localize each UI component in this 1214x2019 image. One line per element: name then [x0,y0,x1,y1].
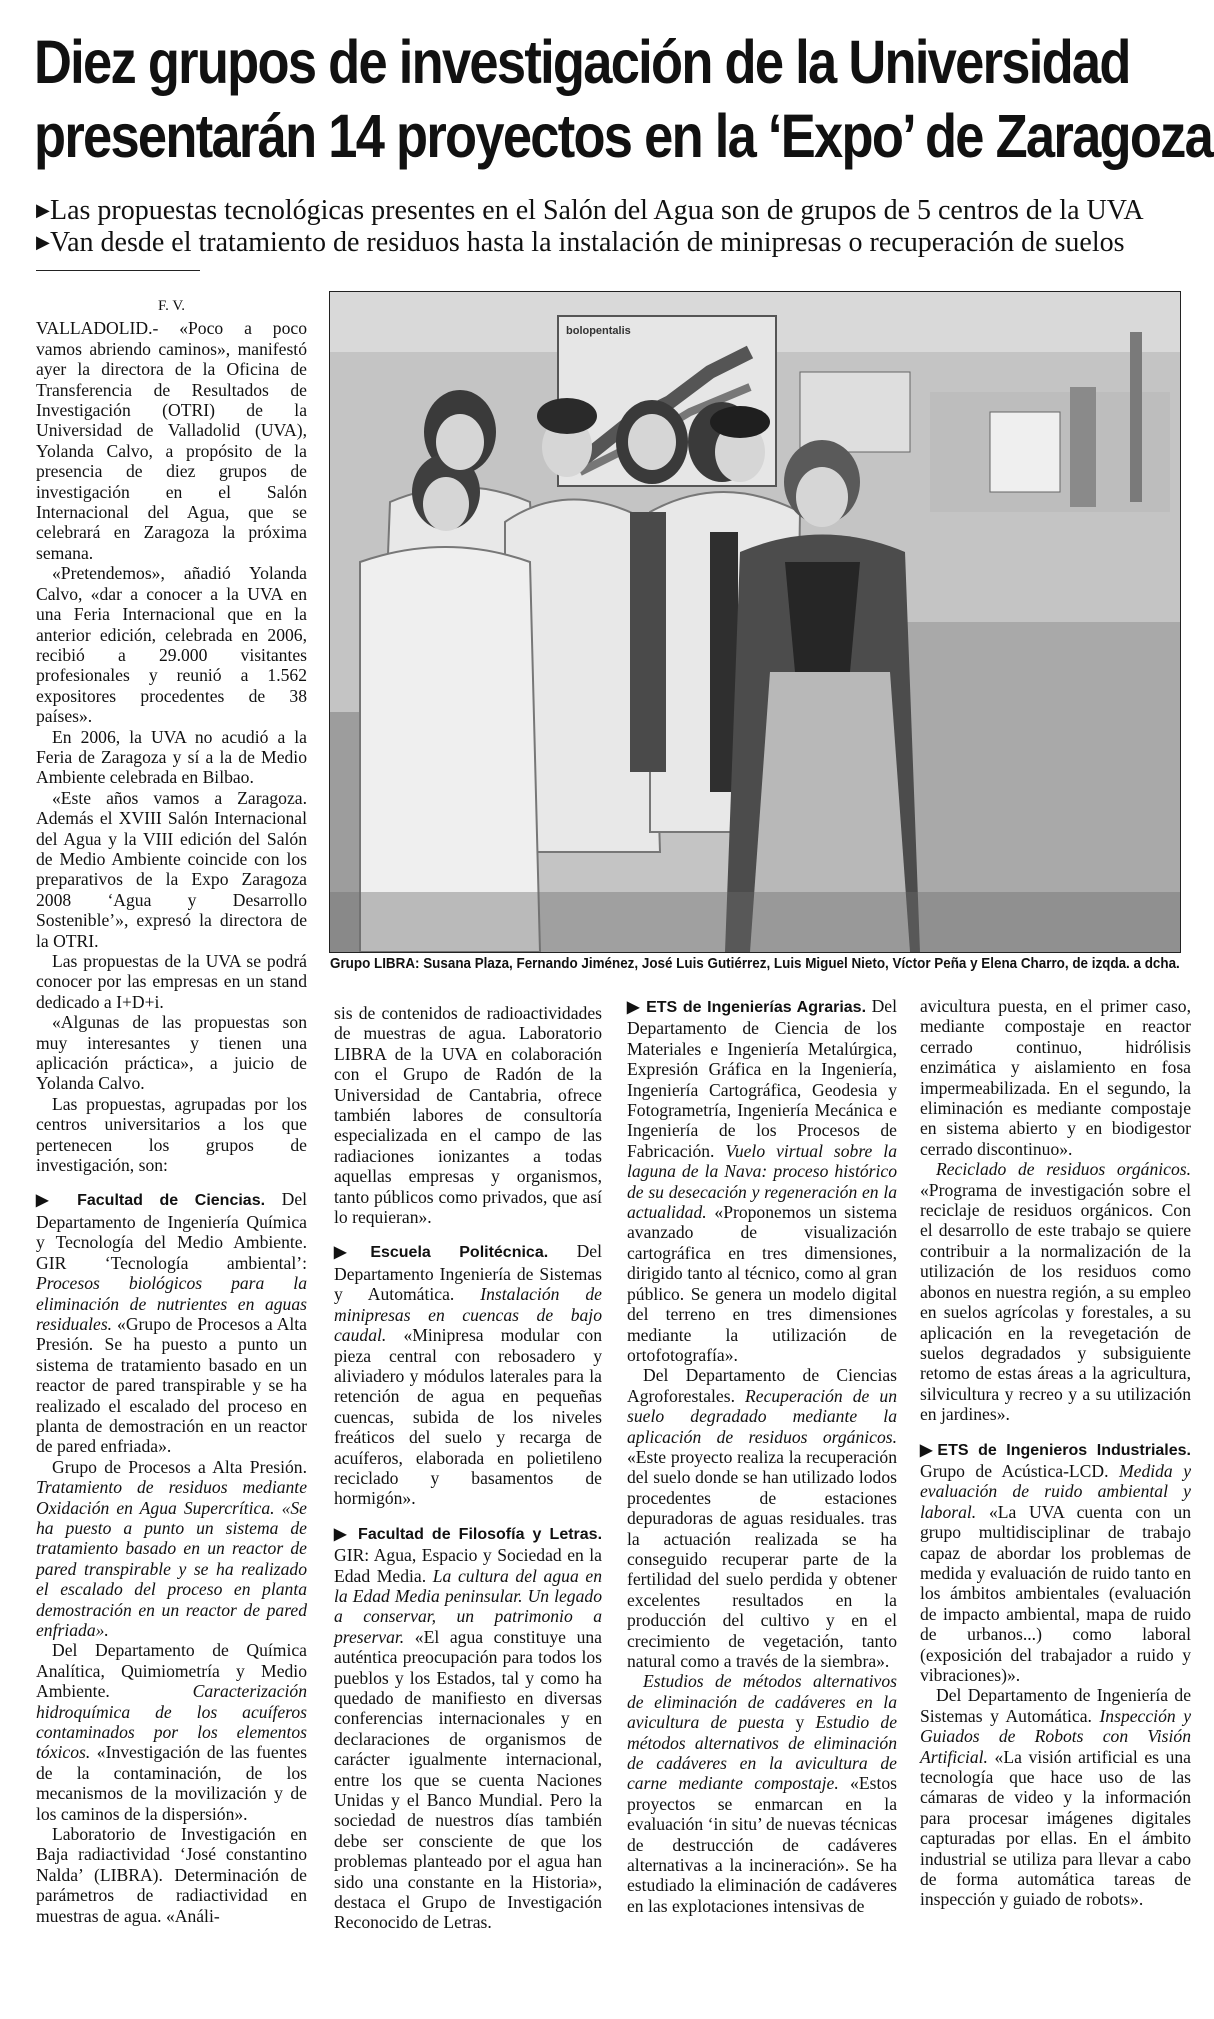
paragraph: Las propuestas de la UVA se podrá conocer por las empresas en un stand dedicado a I+D+i. [36,951,307,1012]
article-column-2 [334,1003,602,1933]
paragraph-text: «Este proyecto realiza la recuperación del suelo donde se han utilizado lodos procedentes de estaciones depuradoras de aguas residuales. tras la actuación realizada se ha conseguido recuperar parte de la fertilidad del suelo perdida y obtener excelentes resultados en la producción del cultivo y en el crecimiento de vegetación, tanto natural como a través de la siembra». [627,1446,897,1671]
paragraph-text: Del Departamento Ingeniería de Sistemas y Automática. [334,1241,602,1305]
project-title: Recuperación de un suelo degradado mediante la aplicación de residuos orgánicos. [627,1385,897,1447]
paragraph-text: Del Departamento de Ingeniería Química y Tecnología del Medio Ambiente. GIR ‘Tecnología ambiental’: [36,1189,308,1273]
section-heading-filosofia [334,1526,602,1543]
paragraph-text: «Programa de investigación sobre el reciclaje de residuos orgánicos. Con el desarrollo de este trabajo se quiere contribuir a la normalización de la utilización de los residuos como abonos en nuestra región, a su empleo en suelos agrícolas y forestales, a su aplicación en la revegetación de suelos degradados y subsiguiente retomo de estas áreas a la agricultura, silvicultura y recreo y a su utilización en jardines». [920,1179,1191,1425]
paragraph [36,1189,307,1456]
triangle-bullet-icon: ▶ [36,232,50,252]
poster-label: bolopentalis [566,325,631,337]
triangle-bullet-icon: ▶ [334,1244,371,1262]
paragraph: «Este años vamos a Zaragoza. Además el XVIII Salón Internacional del Agua y la VIII edición del Salón de Medio Ambiente coincide con los preparativos de la Expo Zaragoza 2008 ‘Agua y Desarrollo Sostenible’», expresó la directora de la OTRI. [36,787,307,951]
triangle-bullet-icon: ▶ [36,1192,78,1210]
photo-caption: Grupo LIBRA: Susana Plaza, Fernando Jiménez, José Luis Gutiérrez, Luis Miguel Nieto, Víctor Peña y Elena Charro, de izqda. a dcha. [330,956,1180,972]
byline-rule [36,270,200,271]
paragraph: VALLADOLID.- «Poco a poco vamos abriendo caminos», manifestó ayer la directora de la Oficina de Transferencia de Resultados de Investigación (OTRI) de la Universidad de Valladolid (UVA), Yolanda Calvo, a propósito de la presencia de diez grupos de investigación en el Salón Internacional del Agua, que se celebrará en Zaragoza la próxima semana. [36,318,307,563]
section-heading-agrarias [627,999,866,1016]
paragraph-text: «Minipresa modular con pieza central con rebosadero y aliviadero y módulos laterales para la retención de agua en pequeñas cuencas, subida de los niveles freáticos del suelo y recarga de acuíferos, elaborada en polietileno reciclado y basamentos de hormigón». [334,1325,602,1509]
project-title: Estudio de métodos alternativos de eliminación de cadáveres en la avicultura de carne mediante compostaje. [627,1712,897,1794]
paragraph: avicultura puesta, en el primer caso, mediante compostaje en reactor cerrado continuo, hidrólisis enzimática y aislamiento en fosa impermeabilizada. En el segundo, la eliminación es mediante compostaje en sistema abierto y en biodigestor cerrado discontinuo». [920,996,1191,1159]
project-title: Reciclado de residuos orgánicos. [936,1159,1191,1180]
paragraph [920,1439,1191,1686]
paragraph [334,1241,602,1508]
group-photo [329,291,1181,953]
paragraph [36,1457,307,1641]
article-column-4 [920,996,1191,1910]
group-photo-illustration [330,292,1180,952]
paragraph: Laboratorio de Investigación en Baja radiactividad ‘José constantino Nalda’ (LIBRA). Determinación de parámetros de radiactividad en muestras de agua. «Análi- [36,1824,307,1926]
paragraph-text: «La visión artificial es una tecnología que hace uso de las cámaras de video y la información para procesar imágenes digitales capturadas por ellas. En el ámbito industrial se utiliza para llevar a cabo de forma automática tareas de inspección y guiado de robots». [920,1746,1191,1910]
section-heading-text: Facultad de Ciencias. [77,1192,266,1210]
paragraph-text: «Grupo de Procesos a Alta Presión. Se ha puesto a punto un sistema de tratamiento basado en un reactor de pared transpirable y se ha realizado el escalado del proceso en planta de demostración en un reactor de pared enfriada». [36,1313,307,1457]
section-heading-politecnica [334,1244,548,1261]
paragraph-text: «La UVA cuenta con un grupo multidisciplinar de trabajo capaz de abordar los problemas de medida y evaluación de ruido tanto en los ámbitos ambientales (evaluación de impacto ambiental, mapa de ruido de urbanos...) como laboral (exposición del trabajador a ruido y vibraciones)». [920,1501,1191,1685]
paragraph-text: Grupo de Procesos a Alta Presión. [52,1456,307,1477]
paragraph [627,1365,897,1671]
headline-line-1: Diez grupos de investigación de la Universidad [34,28,1130,96]
project-title: Vuelo virtual sobre la laguna de la Nava: proceso histórico de su desecación y regeneración en la actualidad. [627,1140,897,1223]
section-heading-ciencias [36,1192,265,1209]
triangle-bullet-icon: ▶ [627,999,647,1016]
paragraph-text: «Proponemos un sistema avanzado de visualización cartográfica en tres dimensiones, dirigido tanto al técnico, como al gran público. Se genera un modelo digital del terreno en tres dimensiones mediante la utilización de ortofotografía». [627,1202,897,1365]
project-title: Estudios de métodos alternativos de eliminación de cadáveres en la avicultura de puesta [627,1671,897,1733]
paragraph-text: GIR: Agua, Espacio y Sociedad en la Edad Media. [334,1545,602,1586]
paragraph-text: Del Departamento de Ciencias Agroforestales. [627,1365,897,1406]
paragraph [920,1685,1191,1909]
headline-line-2: presentarán 14 proyectos en la ‘Expo’ de Zaragoza [34,102,1213,170]
paragraph [627,996,897,1365]
paragraph [334,1523,602,1933]
section-heading-industriales [920,1442,1191,1459]
paragraph-text: Del Departamento de Ciencia de los Materiales e Ingeniería Metalúrgica, Expresión Gráfica en la Ingeniería, Ingeniería Cartográfica, Geodesia y Fotogrametría, Ingeniería Mecánica e Ingeniería de los Procesos de Fabricación. [627,996,897,1161]
paragraph [36,1640,307,1824]
paragraph-text: «Estos proyectos se enmarcan en la evaluación ‘in situ’ de nuevas técnicas de destrucción de cadáveres alternativas a la incineración». Se ha estudiado la eliminación de cadáveres en las explotaciones intensivas de [627,1773,897,1916]
section-heading-text: Facultad de Filosofía y Letras. [358,1525,603,1543]
article-column-1 [36,296,307,1926]
triangle-bullet-icon: ▶ [334,1525,359,1543]
triangle-bullet-icon: ▶ [920,1441,938,1459]
section-heading-text: ETS de Ingenierías Agrarias. [646,999,867,1016]
project-title: Caracterización hidroquímica de los acuíferos contaminados por los elementos tóxicos. [36,1681,307,1763]
paragraph: sis de contenidos de radioactividades de muestras de agua. Laboratorio LIBRA de la UVA en colaboración con el Grupo de Radón de la Universidad de Cantabria, ofrece también labores de consultoría especializada en el campo de las radiaciones ionizantes a todas aquellas empresas y organismos, tanto públicos como privados, que así lo requieran». [334,1003,602,1228]
triangle-bullet-icon: ▶ [36,200,50,220]
project-title: Procesos biológicos para la eliminación de nutrientes en aguas residuales. [36,1273,307,1334]
project-title: Medida y evaluación de ruido ambiental y laboral. [920,1460,1191,1522]
paragraph [627,1671,897,1916]
subhead-1-text: Las propuestas tecnológicas presentes en el Salón del Agua son de grupos de 5 centros de la UVA [50,195,1144,226]
article-column-3 [627,996,897,1916]
subhead-2-text: Van desde el tratamiento de residuos hasta la instalación de minipresas o recuperación de suelos [50,227,1125,258]
project-title: La cultura del agua en la Edad Media peninsular. Un legado a conservar, un patrimonio a preservar. [334,1565,602,1647]
paragraph-text: y [784,1712,816,1733]
paragraph: «Algunas de las propuestas son muy interesantes y tienen una aplicación práctica», a juicio de Yolanda Calvo. [36,1012,307,1094]
project-title: Inspección y Guiados de Robots con Visión Artificial. [920,1705,1191,1767]
project-title: Instalación de minipresas en cuencas de bajo caudal. [334,1284,602,1346]
paragraph: En 2006, la UVA no acudió a la Feria de Zaragoza y sí a la de Medio Ambiente celebrada en Bilbao. [36,726,307,788]
section-heading-text: Escuela Politécnica. [370,1244,549,1262]
byline: F. V. [157,298,186,314]
paragraph [920,1159,1191,1424]
section-heading-text: ETS de Ingenieros Industriales. [937,1441,1191,1459]
paragraph: Las propuestas, agrupadas por los centros universitarios a los que pertenecen los grupos de investigación, son: [36,1093,307,1176]
project-title: Tratamiento de residuos mediante Oxidación en Agua Supercrítica. «Se ha puesto a punto un sistema de tratamiento basado en un reactor de pared transpirable y se ha realizado el escalado del proceso en planta demostración en un reactor de pared enfriada». [36,1477,307,1640]
paragraph-text: «Investigación de las fuentes de la contaminación, de los mecanismos de la movilización y de los caminos de la dispersión». [36,1742,307,1824]
paragraph-text: «El agua constituye una auténtica preocupación para todos los pueblos y los Estados, tal y como ha quedado de manifiesto en diversas conferencias internacionales y en declaraciones de organismos de carácter igualmente internacional, entre los que se cuenta Naciones Unidas y el Banco Mundial. Pero la sociedad de nuestros días también debe ser consciente de que los problemas planteado por el agua han sido una constante en la Historia», destaca el Grupo de Investigación Reconocido de Letras. [334,1626,602,1933]
paragraph-text: Grupo de Acústica-LCD. [920,1460,1119,1481]
subhead-2 [36,226,1196,259]
paragraph: «Pretendemos», añadió Yolanda Calvo, «dar a conocer a la UVA en una Feria Internacional que en la anterior edición, celebrada en 2006, recibió a 29.000 visitantes profesionales y reunió a 1.562 expositores procedentes de 38 países». [36,563,307,727]
paragraph-text: Del Departamento de Ingeniería de Sistemas y Automática. [920,1685,1191,1726]
paragraph-text: Del Departamento de Química Analítica, Quimiometría y Medio Ambiente. [36,1640,307,1702]
subhead-1 [36,194,1196,227]
